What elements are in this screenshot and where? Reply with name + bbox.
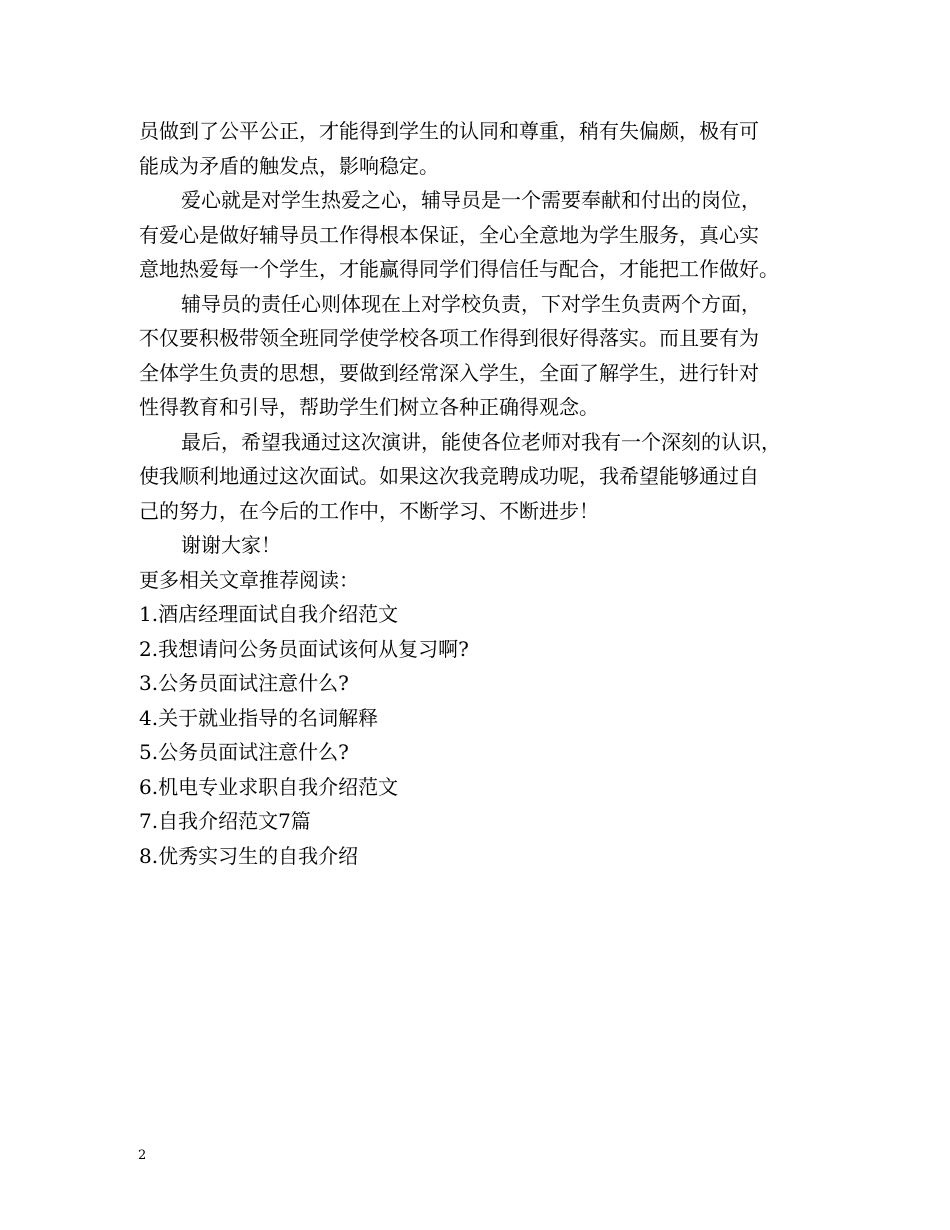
related-article-link[interactable]: 4.关于就业指导的名词解释 — [139, 705, 379, 730]
related-article-link[interactable]: 8.优秀实习生的自我介绍 — [139, 843, 359, 868]
related-article-link[interactable]: 6.机电专业求职自我介绍范文 — [139, 774, 399, 799]
body-line: 有爱心是做好辅导员工作得根本保证，全心全意地为学生服务，真心实 — [139, 222, 759, 247]
body-line: 使我顺利地通过这次面试。如果这次我竞聘成功呢，我希望能够通过自 — [139, 464, 759, 488]
related-article-link[interactable]: 2.我想请问公务员面试该何从复习啊? — [139, 636, 469, 661]
body-line: 全体学生负责的思想，要做到经常深入学生，全面了解学生，进行针对 — [139, 360, 759, 385]
related-article-link[interactable]: 3.公务员面试注意什么? — [139, 671, 349, 695]
body-line: 意地热爱每一个学生，才能赢得同学们得信任与配合，才能把工作做好。 — [139, 257, 779, 281]
body-line: 己的努力，在今后的工作中，不断学习、不断进步！ — [139, 498, 599, 523]
body-line: 不仅要积极带领全班同学使学校各项工作得到很好得落实。而且要有为 — [139, 326, 759, 350]
related-articles-list — [139, 597, 829, 873]
page-number: 2 — [138, 1148, 147, 1163]
related-heading: 更多相关文章推荐阅读： — [139, 567, 359, 592]
related-article-link[interactable]: 7.自我介绍范文7篇 — [139, 809, 311, 833]
body-line: 能成为矛盾的触发点，影响稳定。 — [139, 153, 439, 178]
body-line: 性得教育和引导，帮助学生们树立各种正确得观念。 — [139, 395, 599, 419]
closing-line: 谢谢大家！ — [181, 533, 281, 557]
body-line: 员做到了公平公正，才能得到学生的认同和尊重，稍有失偏颇，极有可 — [139, 119, 759, 143]
related-article-link[interactable]: 1.酒店经理面试自我介绍范文 — [139, 602, 399, 626]
body-line: 爱心就是对学生热爱之心，辅导员是一个需要奉献和付出的岗位， — [181, 188, 761, 212]
body-line: 最后，希望我通过这次演讲，能使各位老师对我有一个深刻的认识， — [181, 429, 781, 454]
document-page — [139, 114, 829, 873]
related-article-link[interactable]: 5.公务员面试注意什么? — [139, 740, 349, 764]
body-text — [139, 114, 829, 563]
body-line: 辅导员的责任心则体现在上对学校负责，下对学生负责两个方面， — [181, 291, 761, 316]
